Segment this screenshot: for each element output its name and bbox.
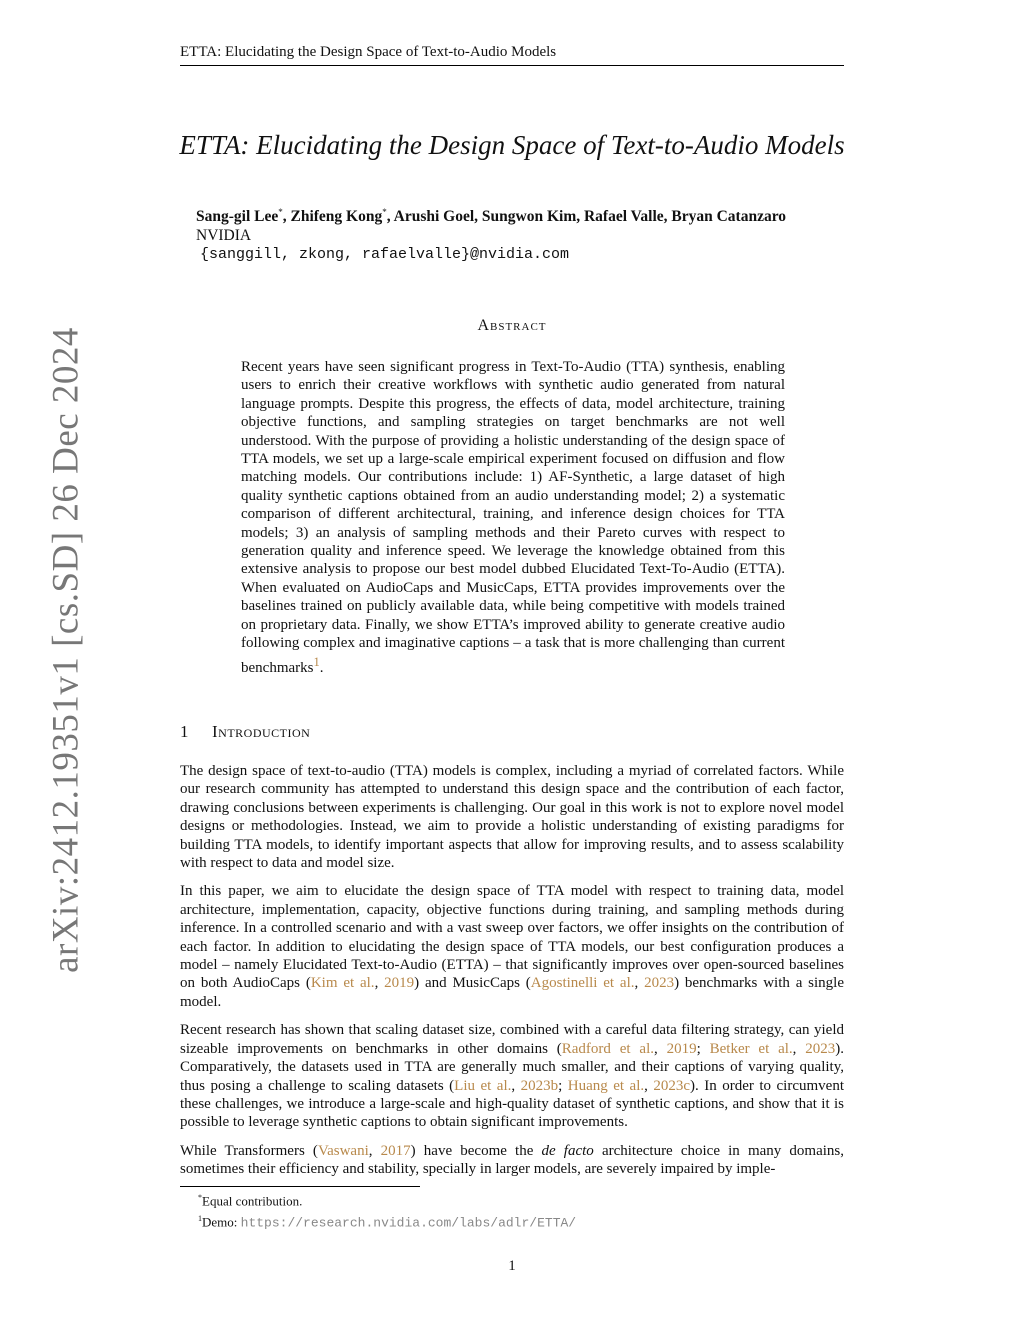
citation-year-link[interactable]: 2023b — [520, 1077, 559, 1094]
abstract-heading: Abstract — [477, 317, 547, 334]
citation-year-link[interactable]: 2017 — [380, 1142, 411, 1159]
citation-year-link[interactable]: 2023c — [653, 1077, 691, 1094]
author-names-rest: Arushi Goel, Sungwon Kim, Rafael Valle, Bryan Catanzaro — [393, 208, 787, 226]
citation-year-link[interactable]: 2019 — [666, 1040, 697, 1057]
citation-link[interactable]: Vaswani — [317, 1142, 369, 1159]
author-names: Sang-gil Lee*, Zhifeng Kong*, Arushi Goel, Sungwon Kim, Rafael Valle, Bryan Catanzaro — [196, 207, 787, 226]
running-header: ETTA: Elucidating the Design Space of Text-to-Audio Models — [180, 44, 844, 66]
paragraph — [180, 1142, 844, 1179]
footnote-label: Demo: — [202, 1214, 241, 1230]
section-title: Introduction — [212, 722, 311, 741]
section-number: 1 — [180, 722, 189, 741]
paragraph-text: ) have become the — [410, 1142, 542, 1159]
footnote-link[interactable]: 1 — [313, 654, 320, 669]
paragraph-text: While Transformers ( — [180, 1142, 318, 1159]
citation-separator: , — [368, 1142, 381, 1159]
citation-separator: ; — [696, 1040, 710, 1057]
affiliation: NVIDIA — [196, 227, 252, 245]
demo-url-link[interactable]: https://research.nvidia.com/labs/adlr/ETTA/ — [240, 1215, 577, 1231]
arxiv-stamp: arXiv:2412.19351v1 [cs.SD] 26 Dec 2024 — [45, 327, 87, 973]
author-emails: {sanggill, zkong, rafaelvalle}@nvidia.com — [200, 246, 570, 264]
footnote-mark: * — [198, 1193, 202, 1202]
footnote-divider — [180, 1186, 420, 1187]
citation-separator: , — [792, 1040, 806, 1057]
page-number: 1 — [508, 1258, 516, 1274]
equal-contribution-mark: * — [382, 207, 387, 217]
author-name: Sang-gil Lee — [196, 208, 279, 226]
paragraph — [180, 882, 844, 1011]
citation-separator: , — [644, 1077, 654, 1094]
citation-link[interactable]: Betker et al. — [709, 1040, 793, 1057]
citation-link[interactable]: Agostinelli et al. — [530, 975, 635, 992]
section-heading-introduction — [180, 722, 310, 742]
paragraph-text: ) benchmarks with a single model. — [180, 975, 845, 1010]
footnotes — [198, 1189, 576, 1233]
paragraph-text: In this paper, we aim to elucidate the design space of TTA model with respect to training data, model architecture, implementation, capacity, objective functions during training, and sampling methods during inference. In a controlled scenario and with a vast sweep over factors, we offer insights on the contribution of each factor. In addition to elucidating the design space of TTA models, our best configuration produces a model – namely Elucidated Text-to-Audio (ETTA) – that significantly improves over open-sourced baselines on both AudioCaps ( — [180, 883, 844, 992]
abstract-text — [241, 358, 785, 677]
paragraph-text: ). In order to circumvent these challenges, we introduce a large-scale and high-quality dataset of synthetic captions, and show that it is possible to leverage synthetic captions to obtain significant improvements. — [180, 1077, 844, 1131]
citation-separator: , — [374, 975, 385, 992]
introduction-body — [180, 762, 844, 1189]
citation-separator: , — [511, 1077, 521, 1094]
citation-link[interactable]: Kim et al. — [310, 975, 375, 992]
citation-year-link[interactable]: 2023 — [805, 1040, 836, 1057]
citation-separator: ; — [558, 1077, 568, 1094]
citation-link[interactable]: Liu et al. — [454, 1077, 512, 1094]
paragraph-text: Recent research has shown that scaling dataset size, combined with a careful data filtering strategy, can yield sizeable improvements on benchmarks in other domains ( — [180, 1022, 844, 1057]
abstract-end: . — [319, 659, 324, 676]
citation-link[interactable]: Huang et al. — [567, 1077, 645, 1094]
footnote-mark: 1 — [198, 1214, 202, 1224]
paragraph — [180, 1021, 844, 1131]
footnote-demo — [198, 1210, 576, 1232]
footnote-text: Equal contribution. — [202, 1193, 303, 1209]
footnote-equal-contribution — [198, 1189, 576, 1210]
emphasis-text: de facto — [541, 1142, 594, 1159]
paragraph-text: architecture choice in many domains, sometimes their efficiency and stability, specially in larger models, are severely impaired by imple- — [180, 1142, 844, 1178]
citation-link[interactable]: Radford et al. — [561, 1040, 654, 1057]
citation-separator: , — [634, 975, 645, 992]
paper-title: ETTA: Elucidating the Design Space of Text-to-Audio Models — [179, 130, 845, 160]
author-block — [196, 203, 856, 264]
paragraph-text: ) and MusicCaps ( — [414, 975, 531, 992]
citation-separator: , — [654, 1040, 667, 1057]
citation-year-link[interactable]: 2019 — [384, 975, 415, 992]
citation-year-link[interactable]: 2023 — [644, 975, 675, 992]
author-name: Zhifeng Kong — [290, 208, 383, 226]
paragraph-text: ). Comparatively, the datasets used in TTA are generally much smaller, and their captions of varying quality, thus posing a challenge to scaling datasets ( — [180, 1040, 845, 1094]
abstract-body: Recent years have seen significant progress in Text-To-Audio (TTA) synthesis, enabling users to enrich their creative workflows with synthetic audio generated from natural language prompts. Despite this progress, the effects of data, model architecture, training objective functions, and sampling strategies on target benchmarks are not well understood. With the purpose of providing a holistic understanding of the design space of TTA models, we set up a large-scale empirical experiment focused on diffusion and flow matching models. Our contributions include: 1) AF-Synthetic, a large dataset of high quality synthetic captions obtained from an audio understanding model; 2) a systematic comparison of different architectural, training, and inference design choices for TTA models; 3) an analysis of sampling methods and their Pareto curves with respect to generation quality and inference speed. We leverage the knowledge obtained from this extensive analysis to propose our best model dubbed Elucidated Text-To-Audio (ETTA). When evaluated on AudioCaps and MusicCaps, ETTA provides improvements over the baselines trained on publicly available data, while being competitive with models trained on proprietary data. Finally, we show ETTA’s improved ability to generate creative audio following complex and imaginative captions – a task that is more challenging than current benchmarks — [241, 359, 785, 676]
equal-contribution-mark: * — [278, 207, 283, 217]
paragraph: The design space of text-to-audio (TTA) models is complex, including a myriad of correlated factors. While our research community has attempted to understand this design space and the contribution of each factor, drawing conclusions between experiments is challenging. Our goal in this work is not to explore novel model designs or methodologies. Instead, we aim to provide a holistic understanding of existing paradigms for building TTA models, to identify important aspects that allow for improving results, and to assess scalability with respect to data and model size. — [180, 763, 844, 872]
